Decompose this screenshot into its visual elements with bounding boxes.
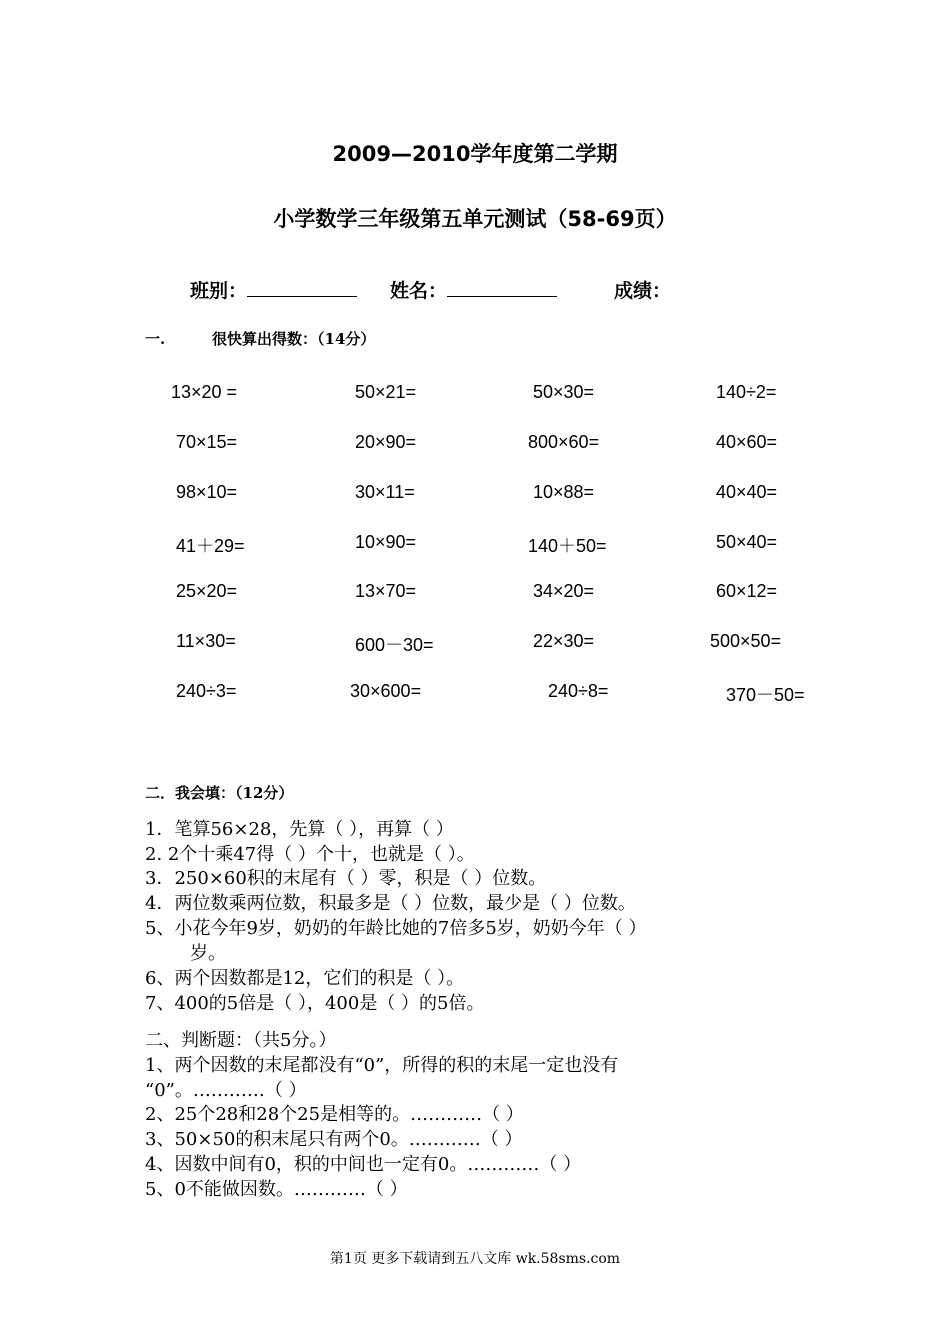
class-label: 班别： xyxy=(190,280,248,302)
calc-problem: 11×30= xyxy=(176,631,236,651)
calc-problem: 70×15= xyxy=(176,432,238,452)
calc-problem: 40×40= xyxy=(716,482,778,502)
calc-problem: 600－30= xyxy=(355,635,434,655)
score-label: 成绩： xyxy=(614,280,672,302)
name-field xyxy=(390,276,557,303)
calc-problem: 240÷8= xyxy=(548,681,609,701)
fill-item: 3．250×60积的末尾有（ ）零，积是（ ）位数。 xyxy=(145,868,547,889)
calc-problem: 30×11= xyxy=(355,482,415,502)
class-blank xyxy=(247,278,357,297)
calc-problem: 800×60= xyxy=(528,432,600,452)
judge-item: 2、25个28和28个25是相等的。…………（ ） xyxy=(145,1104,524,1125)
calc-problem: 41＋29= xyxy=(176,536,245,556)
fill-item: 6、两个因数都是12，它们的积是（ ）。 xyxy=(145,968,465,989)
judge-item: 1、两个因数的末尾都没有“0”，所得的积的末尾一定也没有 xyxy=(145,1055,619,1076)
calc-problem: 13×70= xyxy=(355,581,417,601)
name-label: 姓名： xyxy=(390,280,448,302)
exam-subject-title: 小学数学三年级第五单元测试（58-69页） xyxy=(273,207,677,231)
calc-problem: 40×60= xyxy=(716,432,778,452)
calc-problem: 140÷2= xyxy=(716,382,777,402)
calc-problem: 50×30= xyxy=(533,382,595,402)
calc-problem: 50×21= xyxy=(355,382,417,402)
calc-problem: 500×50= xyxy=(710,631,782,651)
exam-year-title: 2009—2010学年度第二学期 xyxy=(332,142,618,166)
calc-problem: 20×90= xyxy=(355,432,417,452)
class-field xyxy=(190,276,357,303)
calc-problem: 22×30= xyxy=(533,631,595,651)
fill-item: 2. 2个十乘47得（ ）个十，也就是（ ）。 xyxy=(145,844,475,865)
calc-problem: 98×10= xyxy=(176,482,238,502)
calc-problem: 34×20= xyxy=(533,581,595,601)
calc-problem: 50×40= xyxy=(716,532,778,552)
page-footer: 第1页 更多下载请到五八文库 wk.58sms.com xyxy=(329,1251,621,1267)
judge-item: 3、50×50的积末尾只有两个0。…………（ ） xyxy=(145,1129,523,1150)
calc-problem: 10×88= xyxy=(533,482,595,502)
section1-title: 很快算出得数：（14分） xyxy=(212,330,376,348)
judge-item-continued: “0”。…………（ ） xyxy=(145,1080,307,1101)
calc-problem: 240÷3= xyxy=(176,681,237,701)
fill-item: 7、400的5倍是（ ），400是（ ）的5倍。 xyxy=(145,993,485,1014)
calc-problem: 140＋50= xyxy=(528,536,607,556)
section1-number: 一. xyxy=(145,330,166,348)
section2-title: 二．我会填：（12分） xyxy=(145,784,294,802)
name-blank xyxy=(447,278,557,297)
calc-problem: 60×12= xyxy=(716,581,778,601)
fill-item: 1．笔算56×28，先算（ ），再算（ ） xyxy=(145,819,454,840)
fill-item: 4．两位数乘两位数，积最多是（ ）位数，最少是（ ）位数。 xyxy=(145,893,636,914)
calc-problem: 30×600= xyxy=(350,681,422,701)
calc-problem: 10×90= xyxy=(355,532,417,552)
calc-problem: 25×20= xyxy=(176,581,238,601)
fill-item: 5、小花今年9岁，奶奶的年龄比她的7倍多5岁，奶奶今年（ ） xyxy=(145,918,647,939)
judge-item: 4、因数中间有0，积的中间也一定有0。…………（ ） xyxy=(145,1154,582,1175)
judge-item: 5、0不能做因数。…………（ ） xyxy=(145,1179,408,1200)
calc-problem: 13×20 = xyxy=(171,382,238,402)
section3-title: 二、判断题：（共5分。） xyxy=(145,1030,337,1051)
calc-problem: 370－50= xyxy=(726,685,805,705)
fill-item-continued: 岁。 xyxy=(190,943,226,964)
